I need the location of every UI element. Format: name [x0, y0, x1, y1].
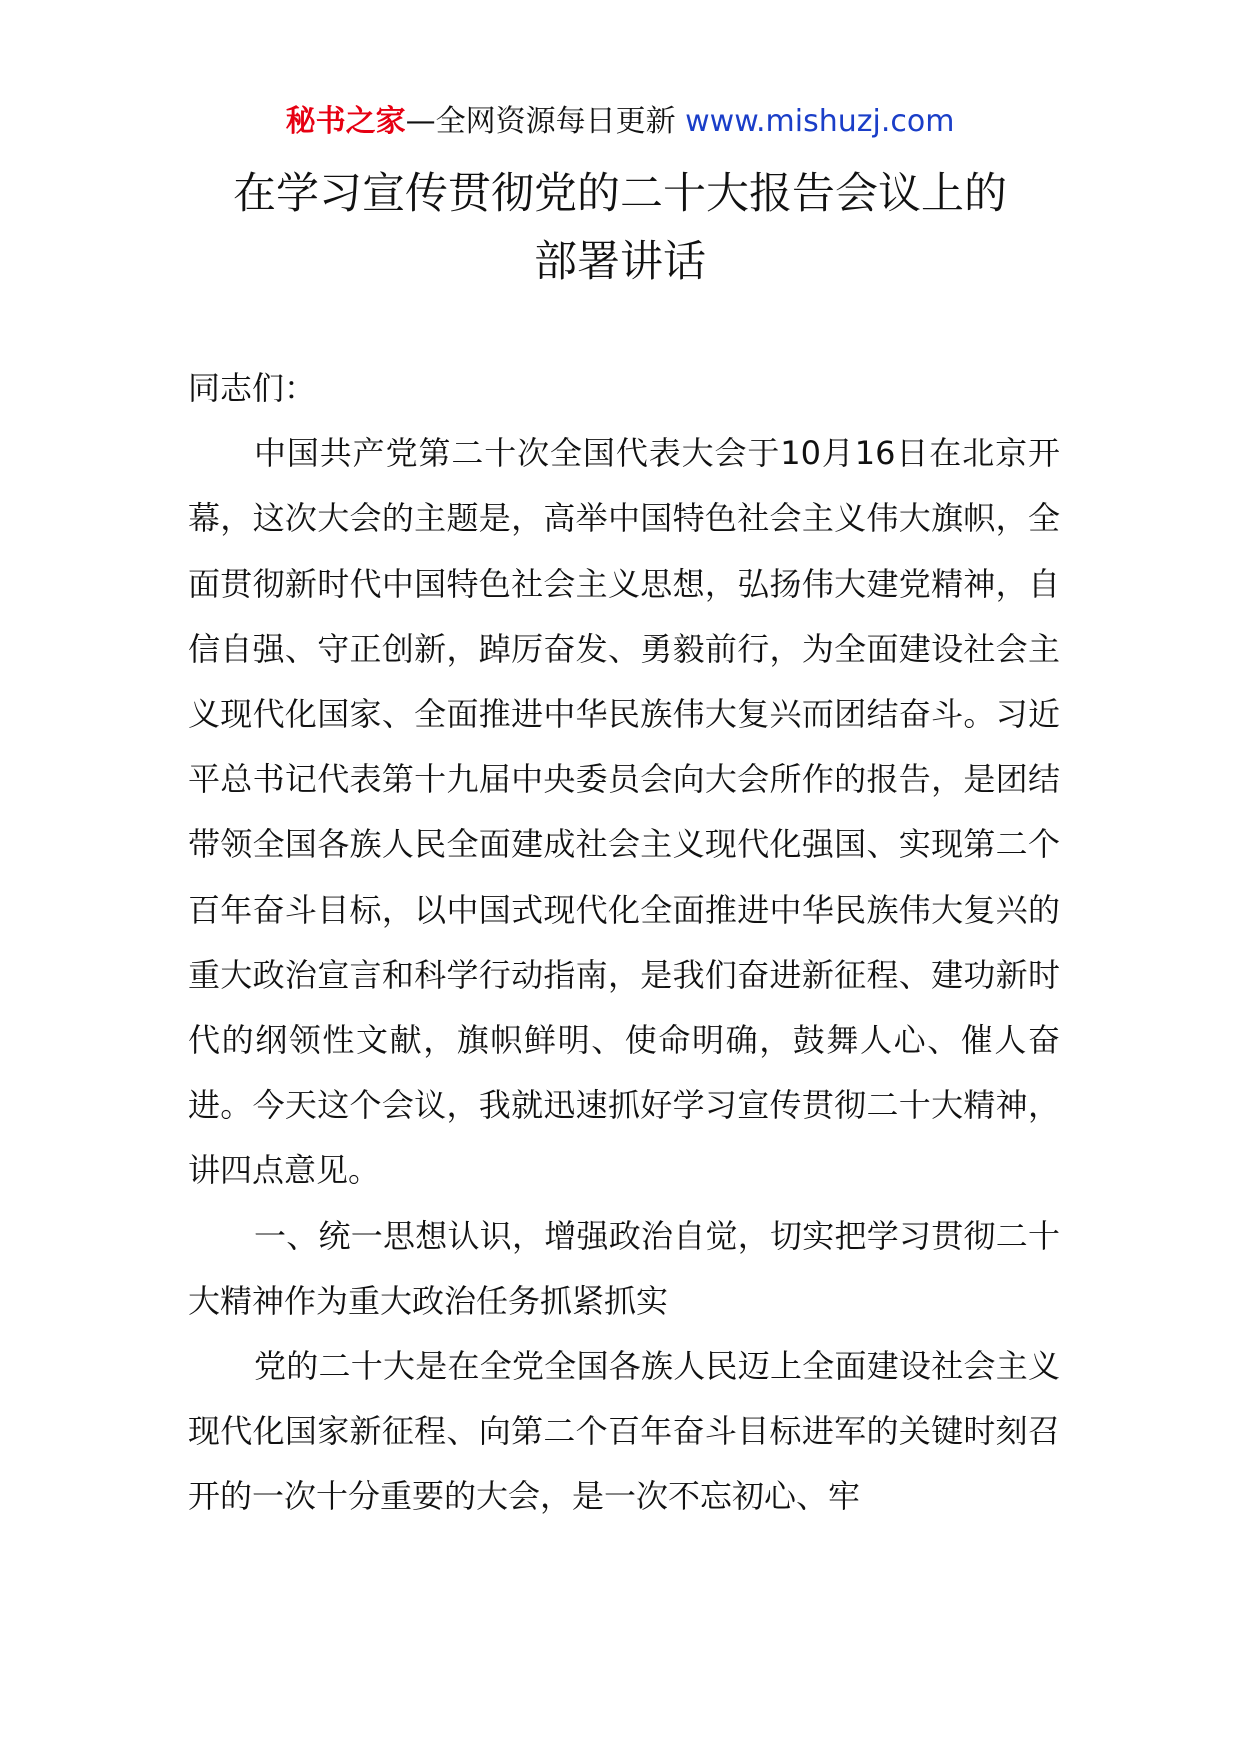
paragraph-intro: 中国共产党第二十次全国代表大会于10月16日在北京开幕，这次大会的主题是，高举中国特色社会主义伟大旗帜，全面贯彻新时代中国特色社会主义思想，弘扬伟大建党精神，自信自强、守正创新，踔厉奋发、勇毅前行，为全面建设社会主义现代化国家、全面推进中华民族伟大复兴而团结奋斗。习近平总书记代表第十九届中央委员会向大会所作的报告，是团结带领全国各族人民全面建成社会主义现代化强国、实现第二个百年奋斗目标，以中国式现代化全面推进中华民族伟大复兴的重大政治宣言和科学行动指南，是我们奋进新征程、建功新时代的纲领性文献，旗帜鲜明、使命明确，鼓舞人心、催人奋进。今天这个会议，我就迅速抓好学习宣传贯彻二十大精神，讲四点意见。	[188, 434, 1060, 1190]
title-line-2: 部署讲话	[534, 237, 706, 287]
document-title	[0, 160, 1240, 296]
site-header	[0, 100, 1240, 144]
section-heading-1: 一、统一思想认识，增强政治自觉，切实把学习贯彻二十大精神作为重大政治任务抓紧抓实	[188, 1216, 1060, 1320]
salutation: 同志们：	[188, 369, 317, 407]
header-tagline: —全网资源每日更新	[405, 104, 676, 139]
title-line-1: 在学习宣传贯彻党的二十大报告会议上的	[233, 169, 1007, 219]
document-body	[188, 356, 1060, 1530]
paragraph-section-1: 党的二十大是在全党全国各族人民迈上全面建设社会主义现代化国家新征程、向第二个百年奋斗目标进军的关键时刻召开的一次十分重要的大会，是一次不忘初心、牢	[188, 1347, 1060, 1516]
site-url-link[interactable]: www.mishuzj.com	[685, 104, 955, 139]
brand-name: 秘书之家	[285, 104, 406, 139]
